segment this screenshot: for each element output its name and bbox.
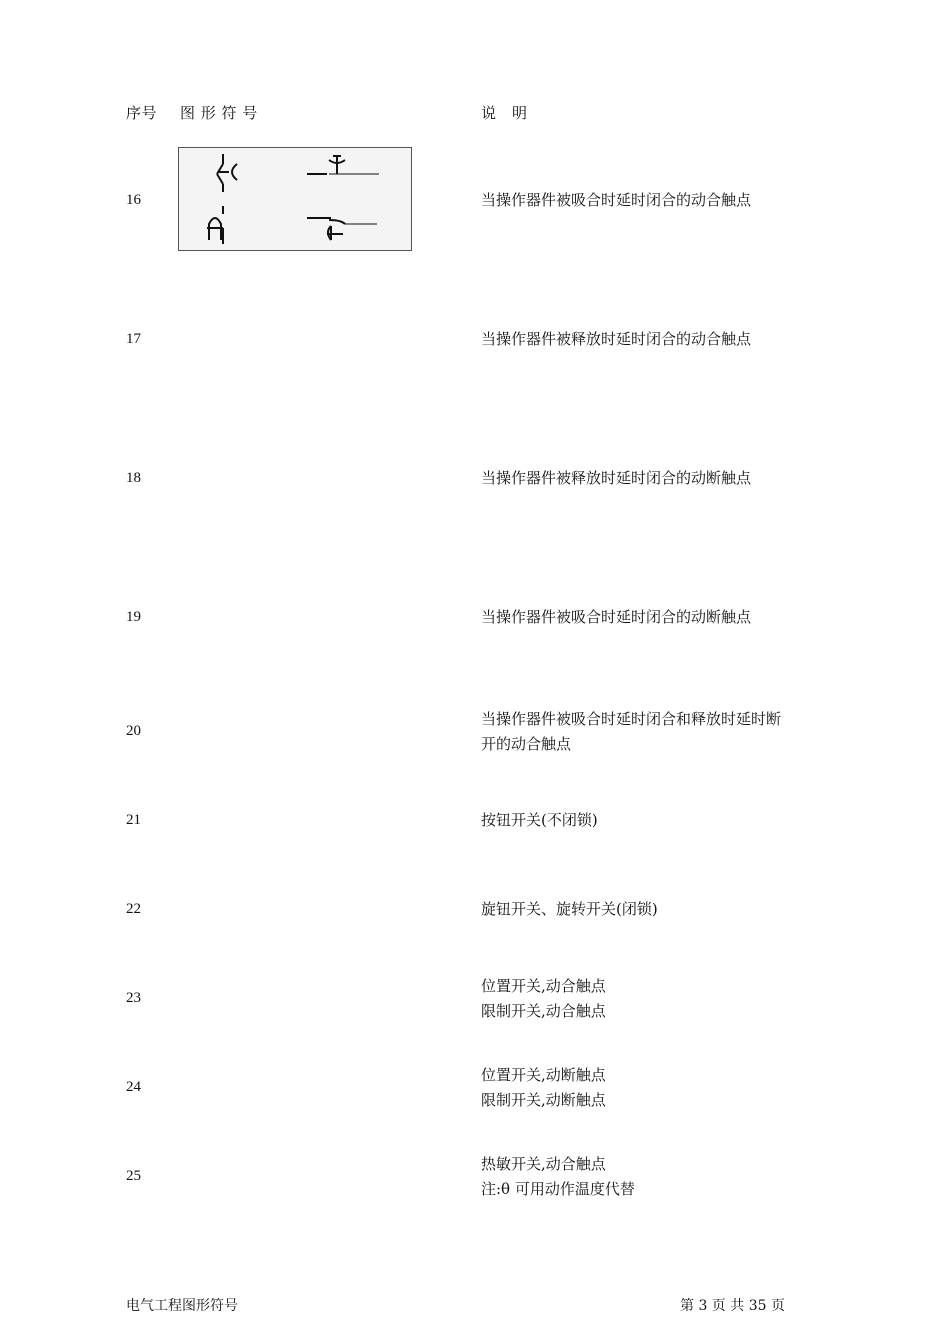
description-line: 限制开关,动合触点	[481, 1002, 606, 1020]
row-description	[481, 605, 751, 630]
header-description: 说 明	[481, 104, 528, 122]
row-index: 22	[126, 901, 141, 917]
description-line: 位置开关,动合触点	[481, 977, 606, 995]
row-description	[481, 808, 598, 833]
row-description	[481, 1152, 635, 1202]
description-line: 当操作器件被吸合时延时闭合和释放时延时断	[481, 710, 782, 728]
footer-document-title: 电气工程图形符号	[126, 1298, 238, 1314]
row-index: 18	[126, 470, 141, 486]
row-description	[481, 1063, 606, 1113]
row-index: 21	[126, 812, 141, 828]
description-line: 注:θ 可用动作温度代替	[481, 1180, 635, 1198]
description-line: 当操作器件被释放时延时闭合的动断触点	[481, 469, 752, 487]
header-index: 序号	[126, 104, 158, 122]
row-index: 25	[126, 1168, 141, 1184]
row-description	[481, 707, 781, 757]
row-description	[481, 327, 751, 352]
description-line: 当操作器件被吸合时延时闭合的动断触点	[481, 608, 752, 626]
row-description	[481, 466, 751, 491]
description-line: 位置开关,动断触点	[481, 1066, 606, 1084]
row-index: 23	[126, 990, 141, 1006]
description-line: 热敏开关,动合触点	[481, 1155, 606, 1173]
description-line: 旋钮开关、旋转开关(闭锁)	[481, 900, 658, 918]
description-line: 开的动合触点	[481, 735, 572, 753]
row-index: 16	[126, 192, 141, 208]
row-index: 20	[126, 723, 141, 739]
description-line: 限制开关,动断触点	[481, 1091, 606, 1109]
row-description	[481, 974, 606, 1024]
row-description	[481, 897, 658, 922]
description-line: 按钮开关(不闭锁)	[481, 811, 598, 829]
description-line: 当操作器件被吸合时延时闭合的动合触点	[481, 191, 752, 209]
row-index: 17	[126, 331, 141, 347]
delay-contact-symbol	[178, 147, 412, 251]
footer-page-info: 第 3 页 共 35 页	[680, 1298, 785, 1314]
row-description	[481, 188, 751, 213]
header-symbol: 图 形 符 号	[180, 104, 258, 122]
description-line: 当操作器件被释放时延时闭合的动合触点	[481, 330, 752, 348]
delay-contact-symbol-icon	[179, 148, 411, 250]
row-index: 24	[126, 1079, 141, 1095]
row-index: 19	[126, 609, 141, 625]
